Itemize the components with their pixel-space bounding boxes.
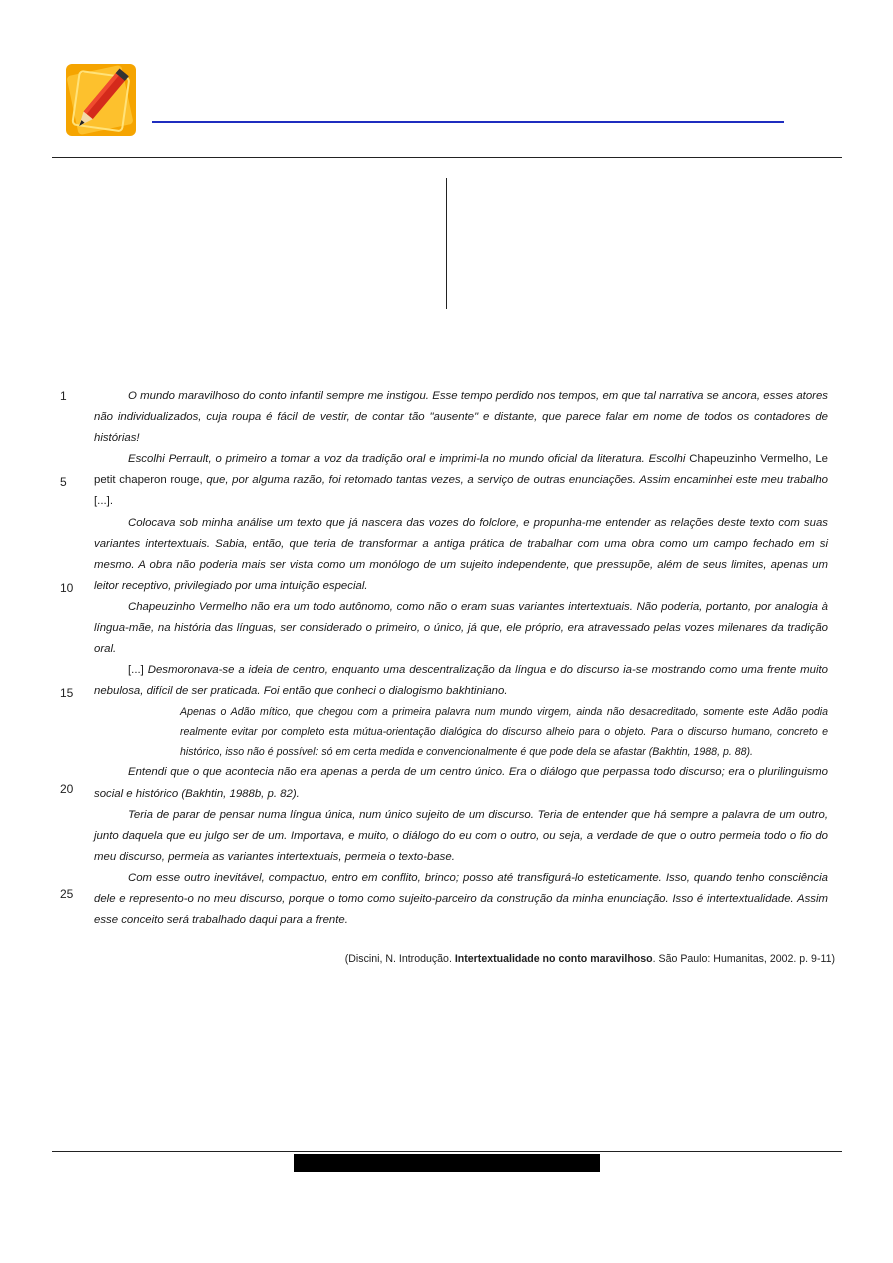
line-number: 1	[60, 389, 67, 403]
paragraph: Colocava sob minha análise um texto que já nascera das vozes do folclore, e propunha-me entender as relações deste texto com suas variantes intertextuais. Sabia, então, que teria de transformar a antiga prática de trabalhar com uma obra como um campo fechado em si mesmo. A obra não poderia mais ser vista como um monólogo de um sujeito independente, que pressupõe, além de seus limites, apenas um leitor receptivo, privilegiado por uma intuição especial.	[94, 516, 828, 592]
line-number: 20	[60, 782, 74, 796]
footer-bar	[294, 1154, 600, 1172]
citation-suffix: . São Paulo: Humanitas, 2002. p. 9-11)	[652, 953, 835, 965]
line-number: 15	[60, 686, 74, 700]
line-number: 10	[60, 581, 74, 595]
header-column-divider	[446, 178, 447, 309]
paragraph: Teria de parar de pensar numa língua única, num único sujeito de um discurso. Teria de entender que há sempre a palavra de um outro, junto daquela que eu julgo ser de um. Importava, e muito, o diálogo do eu com o outro, ou seja, a verdade de que o outro permeia todo o fio do meu discurso, permeia as variantes intertextuais, permeia o texto-base.	[94, 808, 828, 863]
paragraph: Entendi que o que acontecia não era apenas a perda de um centro único. Era o diálogo que perpassa todo discurso; era o plurilinguismo social e histórico (Bakhtin, 1988b, p. 82).	[94, 766, 828, 800]
pencil-notebook-logo-icon	[64, 60, 138, 140]
story-title: Chapeuzinho Vermelho, Le petit chaperon rouge,	[94, 453, 828, 487]
source-citation	[345, 953, 835, 965]
citation-book-title: Intertextualidade no conto maravilhoso	[454, 953, 653, 965]
header-title-underline	[152, 121, 784, 123]
line-number: 5	[60, 475, 67, 489]
citation-prefix: (Discini, N. Introdução.	[344, 953, 452, 965]
paragraph-continuation: que, por alguma razão, foi retomado tantas vezes, a serviço de outras enunciações. Assim encaminhei este meu trabalho	[206, 474, 829, 487]
paragraph	[94, 660, 828, 702]
paragraph-lead: Escolhi Perrault, o primeiro a tomar a voz da tradição oral e imprimi-la no mundo oficial da literatura. Escolhi	[128, 453, 686, 466]
paragraph-body: Desmoronava-se a ideia de centro, enquanto uma descentralização da língua e do discurso ia-se mostrando como uma frente muito nebulosa, difícil de ser praticada. Foi então que conheci o dialogismo bakhtiniano.	[94, 664, 829, 698]
footer-divider	[52, 1151, 842, 1152]
ellipsis: [...].	[94, 495, 113, 508]
line-number: 25	[60, 887, 74, 901]
paragraph: Chapeuzinho Vermelho não era um todo autônomo, como não o eram suas variantes intertextuais. Não poderia, portanto, por analogia à língua-mãe, na história das línguas, ser considerado o primeiro, o único, já que, ele próprio, era atravessado pelas vozes milenares da tradição oral.	[94, 600, 828, 656]
ellipsis: [...]	[128, 664, 144, 677]
header-divider	[52, 157, 842, 158]
block-quote: Apenas o Adão mítico, que chegou com a primeira palavra num mundo virgem, ainda não desacreditado, somente este Adão podia realmente evitar por completo esta mútua-orientação dialógica do discurso alheio para o objeto. Para o discurso humano, concreto e histórico, isso não é possível: só em certa medida e convencionalmente é que pode dela se afastar (Bakhtin, 1988, p. 88).	[180, 706, 828, 759]
reading-text	[94, 386, 828, 931]
paragraph	[94, 449, 828, 512]
paragraph: O mundo maravilhoso do conto infantil sempre me instigou. Esse tempo perdido nos tempos, em que tal narrativa se ancora, esses atores não individualizados, cuja roupa é fácil de vestir, de contar tão "ausente" e distante, que parece falar em nome de todos os contadores de histórias!	[94, 390, 828, 445]
paragraph: Com esse outro inevitável, compactuo, entro em conflito, brinco; posso até transfigurá-lo esteticamente. Isso, quando tenho consciência dele e represento-o no meu discurso, porque o tomo como sujeito-parceiro da construção da minha enunciação. Isso é intertextualidade. Assim esse conceito será trabalhado daqui para a frente.	[94, 871, 828, 927]
